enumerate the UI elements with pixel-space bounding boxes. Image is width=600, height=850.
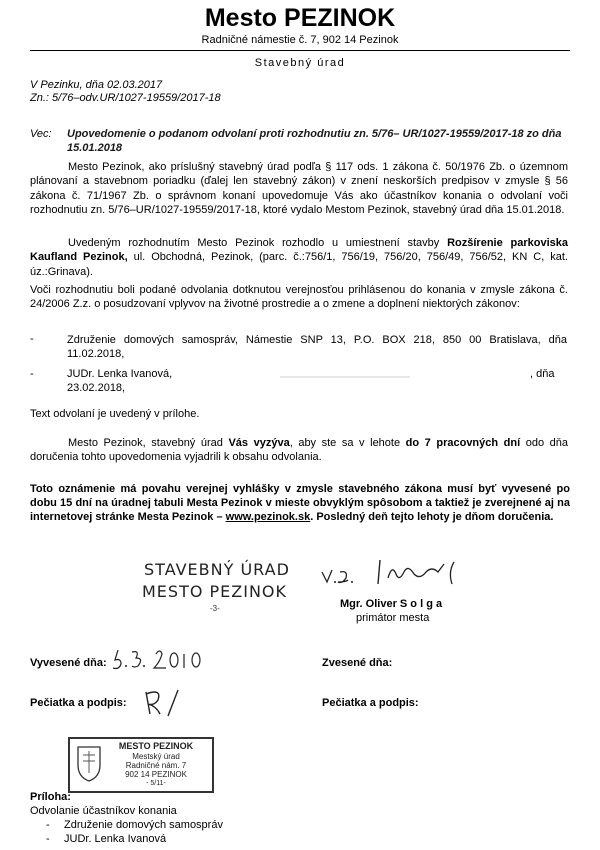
notice-text-b: . Posledný deň tejto lehoty je dňom doručenia. [310,511,554,523]
decision-text-a: Uvedeným rozhodnutím Mesto Pezinok rozhodlo u umiestnení stavby [68,237,448,249]
paragraph-request [30,436,568,465]
reference-number: Zn.: 5/76–odv.UR/1027-19559/2017-18 [30,92,221,104]
website-link[interactable]: www.pezinok.sk [225,511,311,523]
city-stamp-line1: MESTO PEZINOK [118,741,194,751]
bullet-dash-1: - [30,333,34,345]
decision-text-b: ul. Obchodná, Pezinok, (parc. č.:756/1, 756/19, 756/20, 756/49, 756/52, KN C, kat. úz.:Grinava). [30,251,568,278]
city-stamp-line2: Mestský úrad [132,752,180,761]
removed-label: Zvesené dňa: [322,657,393,669]
request-text-c: odo dňa doručenia tohto upovedomenia vyjadrili k obsahu odvolania. [30,437,569,464]
request-text-a: Mesto Pezinok, stavebný úrad [68,437,229,449]
city-stamp [68,737,214,793]
attachment-label: Príloha: [30,791,71,803]
paragraph-decision-text [30,236,568,279]
office-stamp-line1: STAVEBNÝ ÚRAD [144,560,290,579]
city-stamp-line3: Radničné nám. 7 [125,761,187,770]
mayor-name: Mgr. Oliver S o l g a [340,598,443,610]
appellant-2-date: 23.02.2018, [67,382,126,394]
city-stamp-line4: 902 14 PEZINOK [125,770,187,779]
stamp-sign-label-left: Pečiatka a podpis: [30,697,127,709]
attachment-subtitle: Odvolanie účastníkov konania [30,805,177,817]
paragraph-intro [30,160,568,217]
paragraph-decision [30,236,568,279]
attachment-dash-1: - [46,819,50,831]
redacted-address [280,376,410,378]
paragraph-appeals [30,283,568,312]
city-stamp-line5: - 5/11- [146,780,166,787]
paragraph-appeals-text: Voči rozhodnutiu boli podané odvolania dotknutou verejnosťou prihlásenou do konania v zmysle zákona č. 24/2006 Z.z. o posudzovaní vplyvov na životné prostredie a o zmene a doplnení niektorých zákonov: [30,284,568,311]
posted-label: Vyvesené dňa: [30,657,107,669]
posted-date-handwritten [112,646,212,672]
attachment-item-1: Združenie domových samospráv [64,819,223,831]
stamp-sign-label-right: Pečiatka a podpis: [322,697,419,709]
notice-text-a: Toto oznámenie má povahu verejnej vyhlášky v zmysle stavebného zákona musí byť vyvesené po dobu 15 dní na úradnej tabuli Mesta Pezinok v mieste obvyklým spôsobom a taktiež je zverejnené aj na internetovej stránke Mesta Pezinok – [30,483,570,523]
request-bold-1: Vás vyzýva [228,437,290,449]
attachment-item-2: JUDr. Lenka Ivanová [64,833,167,845]
project-name: Rozšírenie parkoviska Kaufland Pezinok, [30,237,568,264]
appellant-2-name: JUDr. Lenka Ivanová, [67,368,173,380]
attachment-dash-2: - [46,833,50,845]
office-stamp-line2: MESTO PEZINOK [142,582,288,601]
place-date: V Pezinku, dňa 02.03.2017 [30,79,163,91]
public-notice [30,482,570,524]
subject-text: Upovedomenie o podanom odvolaní proti rozhodnutiu zn. 5/76– UR/1027-19559/2017-18 zo dňa 15.01.2018 [67,128,562,154]
paragraph-request-text [30,436,568,465]
document-title: Mesto PEZINOK [204,4,396,32]
request-text-b: , aby ste sa v lehote [289,437,406,449]
handwritten-signature [318,556,468,592]
office-stamp [140,560,300,616]
subject-label: Vec: [30,128,52,140]
city-address: Radničné námestie č. 7, 902 14 Pezinok [201,34,399,46]
header-divider [30,50,570,51]
request-bold-2: do 7 pracovných dní [405,437,521,449]
office-name: Stavebný úrad [254,57,346,69]
appellant-1: Združenie domových samospráv, Námestie SNP 13, P.O. BOX 218, 850 00 Bratislava, dňa 11.02.2018, [67,334,567,361]
initials-handwritten [138,688,186,718]
appellant-2-suffix: , dňa [530,368,555,380]
office-stamp-line3: -3- [210,604,220,613]
paragraph-intro-text: Mesto Pezinok, ako príslušný stavebný úrad podľa § 117 ods. 1 zákona č. 50/1976 Zb. o územnom plánovaní a stavebnom poriadku (ďalej len stavebný zákon) v znení neskorších predpisov v zmysle § 56 zákona č. 71/1967 Zb. o správnom konaní upovedomuje Vás ako účastníkov konania o odvolaní voči rozhodnutiu zn. 5/76–UR/1027-19559/2017-18, ktoré vydalo Mestom Pezinok, stavebný úrad dňa 15.01.2018. [30,161,568,216]
mayor-title: primátor mesta [356,612,430,624]
coat-of-arms-icon [76,743,102,783]
bullet-dash-2: - [30,368,34,380]
attachment-note: Text odvolaní je uvedený v prílohe. [30,408,200,420]
